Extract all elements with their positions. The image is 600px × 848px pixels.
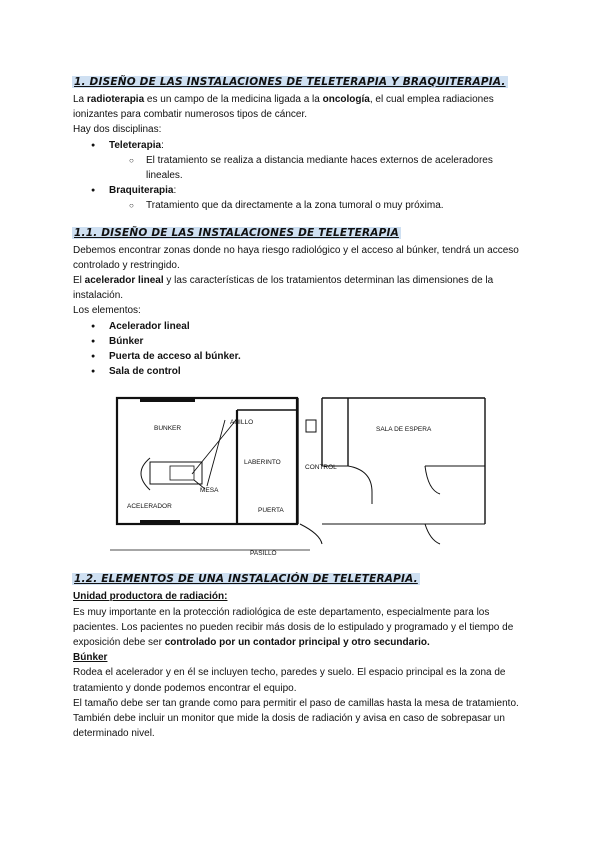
text-run: Es muy importante en la protección radiológica de este departamento, especialmente para los pacientes. Los pacientes no pueden recibir más dosis de lo estipulado y programado y el tiempo de exposición debe ser <box>73 606 514 649</box>
list-item-teleterapia: ● Teleterapia: <box>73 138 528 153</box>
disciplines-list <box>73 138 528 214</box>
section-1-2-paragraph-1 <box>73 605 528 651</box>
section-1-paragraph-2: Hay dos disciplinas: <box>73 124 162 136</box>
bold-term: Búnker <box>109 335 144 347</box>
section-1-heading: 1. DISEÑO DE LAS INSTALACIONES DE TELETERAPIA Y BRAQUITERAPIA. <box>74 76 506 88</box>
list-item <box>73 319 528 334</box>
bold-term: Acelerador lineal <box>109 320 190 332</box>
text-run: , el cual emplea radiaciones ionizantes para combatir numerosos tipos de cáncer. <box>73 94 494 121</box>
bold-term-radioterapia: radioterapia <box>86 94 145 105</box>
list-item-braquiterapia: ● Braquiterapia: <box>73 183 528 198</box>
bold-term: Puerta de acceso al búnker. <box>109 351 241 363</box>
bold-term: Sala de control <box>109 366 181 378</box>
floor-plan-diagram <box>110 394 490 566</box>
label-mesa: MESA <box>200 487 219 494</box>
label-control: CONTROL <box>305 464 337 471</box>
list-item <box>73 349 528 364</box>
label-puerta: PUERTA <box>258 507 284 514</box>
subheading-bunker: Búnker <box>73 652 108 664</box>
section-1-1-paragraph-3: Los elementos: <box>73 305 141 317</box>
text-run: es un campo de la medicina ligada a la <box>144 94 323 105</box>
section-1-1-heading: 1.1. DISEÑO DE LAS INSTALACIONES DE TELETERAPIA <box>74 226 399 239</box>
subheading-unidad-productora: Unidad productora de radiación: <box>73 591 228 603</box>
section-1-2-paragraph-3: El tamaño debe ser tan grande como para permitir el paso de camillas hasta la mesa de tratamiento. También debe incluir un monitor que mide la dosis de radiación y avisa en caso de sobrepasar un determinado nivel. <box>73 697 519 740</box>
label-laberinto: LABERINTO <box>244 459 281 466</box>
text-run: El <box>73 275 85 287</box>
label-pasillo: PASILLO <box>250 550 277 557</box>
bold-term: Teleterapia <box>109 139 162 151</box>
elements-list <box>73 319 528 380</box>
list-item <box>73 334 528 349</box>
section-1-1-paragraph-2 <box>73 273 528 303</box>
label-anillo: ANILLO <box>230 419 254 426</box>
sub-list-item: ○ El tratamiento se realiza a distancia mediante haces externos de aceleradores lineales. <box>73 153 528 183</box>
bold-term-oncologia: oncología <box>322 94 370 105</box>
text-run: La <box>73 94 87 105</box>
label-bunker: BUNKER <box>154 425 182 432</box>
list-item <box>73 364 528 379</box>
section-1-paragraph-1 <box>73 92 528 122</box>
bold-term-contador: controlado por un contador principal y otro secundario. <box>164 637 430 649</box>
section-1-2-heading: 1.2. ELEMENTOS DE UNA INSTALACIÓN DE TELETERAPIA. <box>74 573 418 586</box>
sub-list-item: ○ Tratamiento que da directamente a la zona tumoral o muy próxima. <box>73 198 528 213</box>
section-1-2-paragraph-2: Rodea el acelerador y en él se incluyen techo, paredes y suelo. El espacio principal es la zona de tratamiento y donde podemos encontrar el equipo. <box>73 667 506 694</box>
text-run: y las características de los tratamientos determinan las dimensiones de la instalación. <box>73 275 494 302</box>
bold-term-acelerador: acelerador lineal <box>84 275 164 287</box>
label-acelerador: ACELERADOR <box>127 503 172 510</box>
label-sala-espera: SALA DE ESPERA <box>376 426 432 433</box>
bold-term: Braquiterapia <box>109 185 174 197</box>
section-1-1-paragraph-1: Debemos encontrar zonas donde no haya riesgo radiológico y el acceso al búnker, tendrá un acceso controlado y restringido. <box>73 244 519 271</box>
